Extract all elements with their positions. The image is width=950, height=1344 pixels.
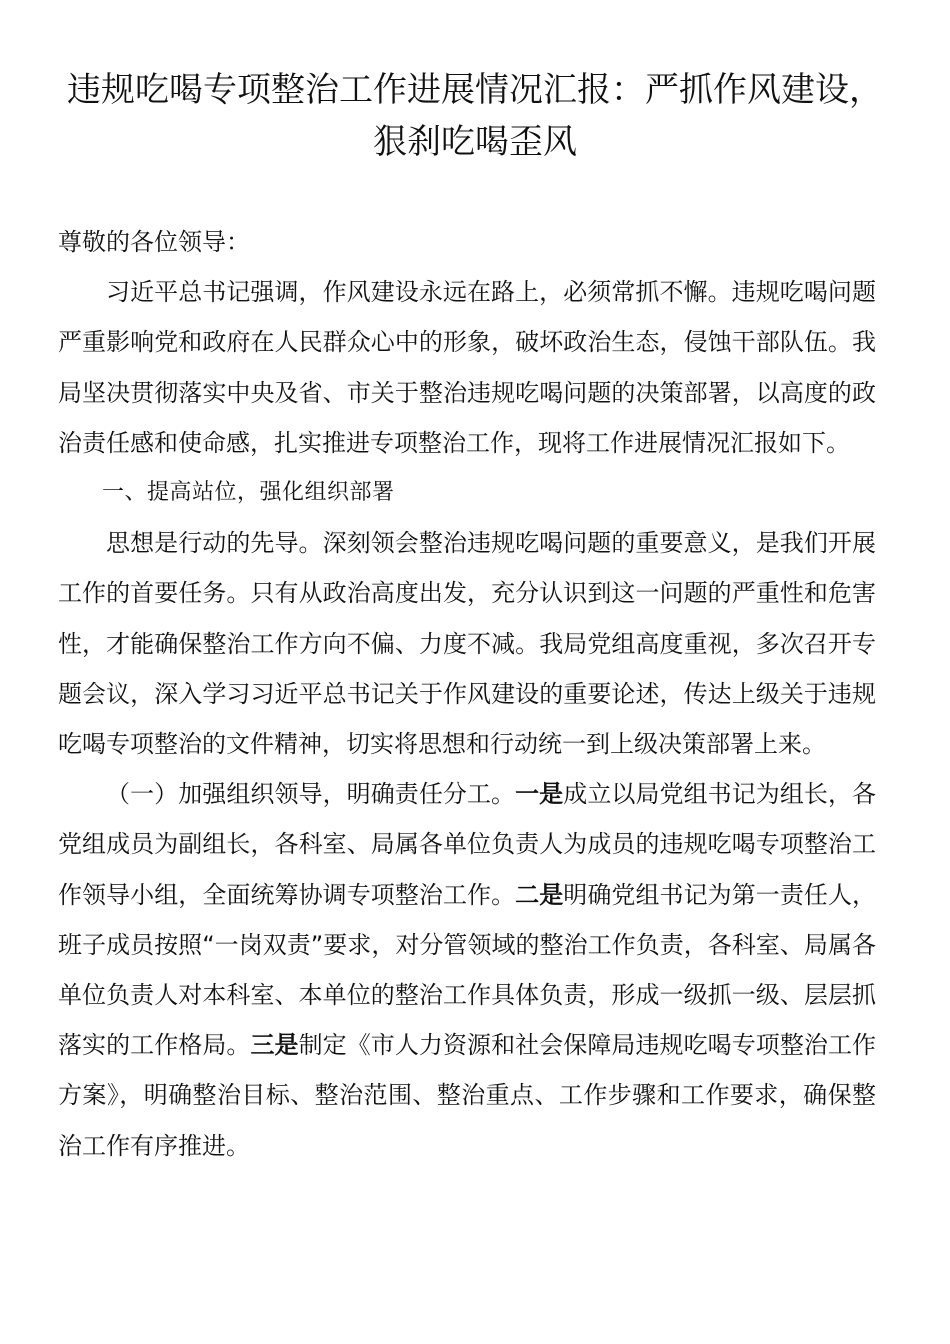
point-second: 明确党组书记为第一责任人，班子成员按照“一岗双责”要求，对分管领域的整治工作负责，各科室、局属各单位负责人对本科室、本单位的整治工作具体负责，形成一级抓一级、层层抓落实的工作格局。 [58,880,877,1060]
section-heading: 一、提高站位，强化组织部署 [102,480,395,506]
intro-paragraph: 习近平总书记强调，作风建设永远在路上，必须常抓不懈。违规吃喝问题严重影响党和政府在人民群众心中的形象，破坏政治生态，侵蚀干部队伍。我局坚决贯彻落实中央及省、市关于整治违规吃喝问题的决策部署，以高度的政治责任感和使命感，扎实推进专项整治工作，现将工作进展情况汇报如下。 [58,278,876,457]
section-paragraph: 思想是行动的先导。深刻领会整治违规吃喝问题的重要意义，是我们开展工作的首要任务。只有从政治高度出发，充分认识到这一问题的严重性和危害性，才能确保整治工作方向不偏、力度不减。我局党组高度重视，多次召开专题会议，深入学习习近平总书记关于作风建设的重要论述，传达上级关于违规吃喝专项整治的文件精神，切实将思想和行动统一到上级决策部署上来。 [58,529,876,759]
subsection-paragraph [58,769,876,1171]
document-body [58,217,876,1171]
keyword-second: 二是 [515,880,564,909]
salutation: 尊敬的各位领导： [58,228,250,256]
document-title: 违规吃喝专项整治工作进展情况汇报：严抓作风建设，狠刹吃喝歪风 [67,70,883,162]
subsection-lead: （一）加强组织领导，明确责任分工。 [106,780,516,809]
point-third: 制定《市人力资源和社会保障局违规吃喝专项整治工作方案》，明确整治目标、整治范围、整治重点、工作步骤和工作要求，确保整治工作有序推进。 [58,1031,877,1160]
keyword-first: 一是 [515,780,564,809]
keyword-third: 三是 [250,1031,299,1060]
point-first: 成立以局党组书记为组长，各党组成员为副组长，各科室、局属各单位负责人为成员的违规吃喝专项整治工作领导小组，全面统筹协调专项整治工作。 [58,780,877,909]
